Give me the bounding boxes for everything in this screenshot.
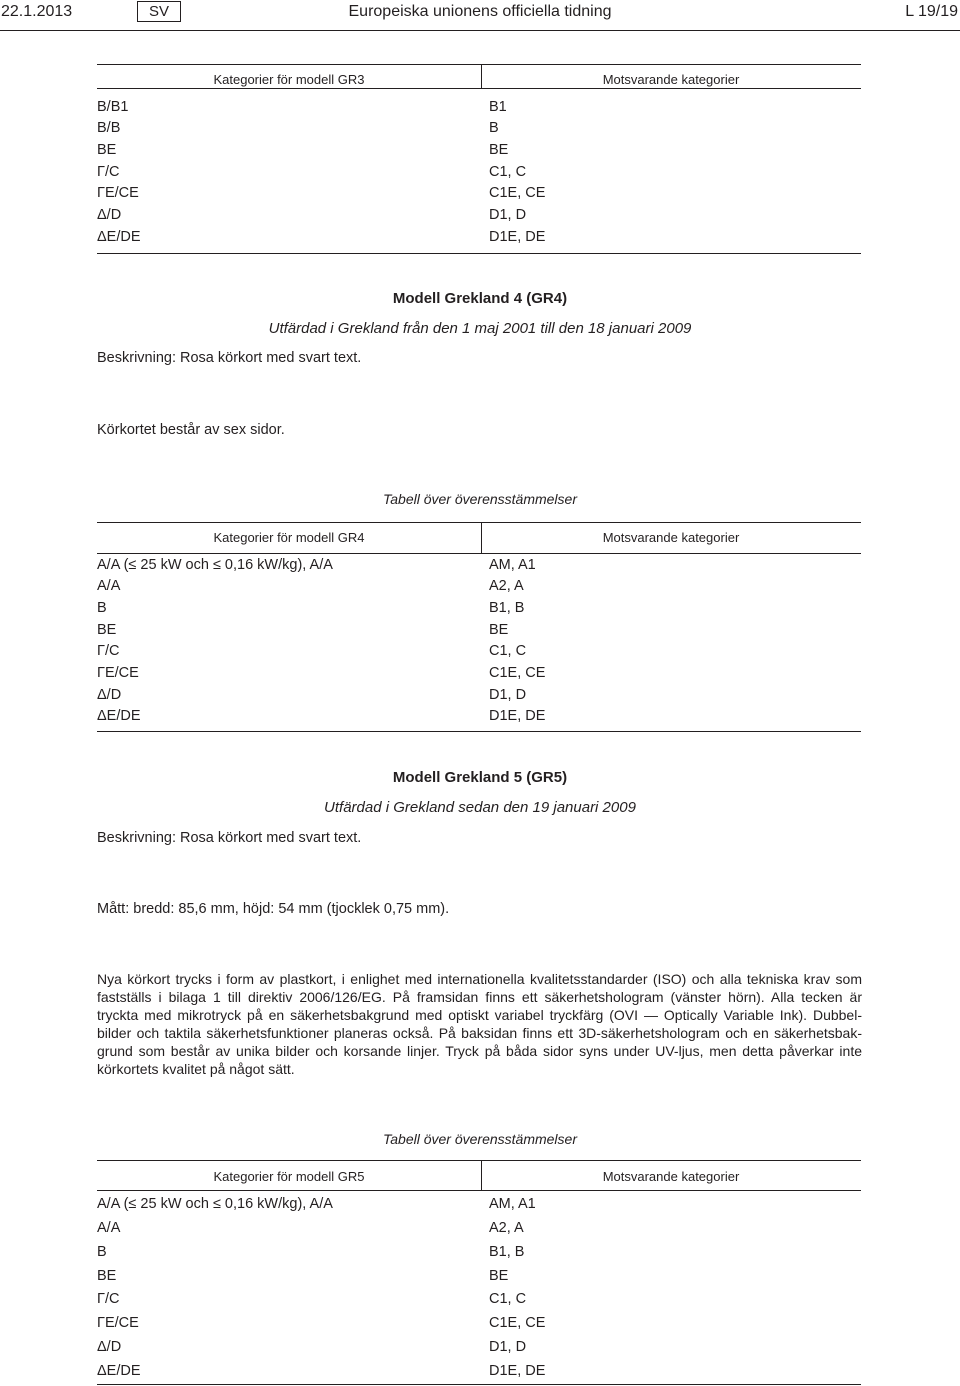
- corresponding-category-cell: C1E, CE: [489, 185, 546, 202]
- column-header-corresponding-categories: Motsvarande kategorier: [602, 1168, 740, 1184]
- model-category-cell: ΓE/CE: [97, 185, 139, 202]
- gr5-correspondence-table: [97, 1160, 861, 1385]
- column-header-gr4-categories: Kategorier för modell GR4: [213, 529, 365, 545]
- gr4-correspondence-table: [97, 522, 861, 732]
- table-body: [97, 555, 861, 729]
- model-category-cell: Δ/D: [97, 206, 122, 223]
- header-column-divider: [481, 64, 482, 88]
- model-category-cell: A/A: [97, 1219, 121, 1236]
- table-row: [97, 205, 861, 227]
- model-category-cell: ΔE/DE: [97, 228, 141, 245]
- table-row: [97, 685, 861, 707]
- paragraph-line: grund som består av unika bilder och korsande linjer. Tryck på båda sidor syns under UV-ljus, men detta påverkar inte: [97, 1043, 862, 1059]
- table-row: [97, 118, 861, 140]
- page-reference: L 19/19: [905, 3, 958, 20]
- header-rule: [97, 88, 861, 89]
- corresponding-category-cell: D1, D: [489, 1338, 527, 1355]
- corresponding-category-cell: B: [489, 120, 499, 137]
- corresponding-category-cell: D1, D: [489, 206, 527, 223]
- corresponding-category-cell: B1: [489, 98, 507, 115]
- table-row: [97, 97, 861, 119]
- header-column-divider: [481, 522, 482, 553]
- corresponding-category-cell: BE: [489, 141, 509, 158]
- table-row: [97, 706, 861, 728]
- corresponding-category-cell: AM, A1: [489, 556, 536, 573]
- model-category-cell: Δ/D: [97, 686, 122, 703]
- header-rule: [97, 1190, 861, 1191]
- model-category-cell: BE: [97, 1267, 117, 1284]
- header-column-divider: [481, 1160, 482, 1190]
- table-row: [97, 183, 861, 205]
- paragraph-line: fastställs i bilaga 1 till direktiv 2006/126/EG. På framsidan finns ett säkerhetshologram (vänster hörn). Alla tecken är: [97, 989, 862, 1005]
- table-body: [97, 97, 861, 249]
- model-category-cell: B/B1: [97, 98, 129, 115]
- table-caption: Tabell över överensstämmelser: [382, 491, 577, 507]
- corresponding-category-cell: C1, C: [489, 163, 527, 180]
- dimensions-note: Mått: bredd: 85,6 mm, höjd: 54 mm (tjocklek 0,75 mm).: [97, 901, 450, 917]
- issued-period: Utfärdad i Grekland sedan den 19 januari 2009: [324, 799, 636, 816]
- corresponding-category-cell: C1E, CE: [489, 1315, 546, 1332]
- model-category-cell: A/A (≤ 25 kW och ≤ 0,16 kW/kg), A/A: [97, 556, 333, 573]
- model-category-cell: BE: [97, 621, 117, 638]
- header-rule: [97, 553, 861, 554]
- corresponding-category-cell: BE: [489, 1267, 509, 1284]
- model-category-cell: B: [97, 600, 107, 617]
- table-row: [97, 1241, 861, 1265]
- table-row: [97, 620, 861, 642]
- model-category-cell: Δ/D: [97, 1338, 122, 1355]
- table-row: [97, 641, 861, 663]
- table-caption: Tabell över överensstämmelser: [382, 1131, 577, 1147]
- language-badge: SV: [137, 1, 181, 22]
- corresponding-category-cell: B1, B: [489, 1243, 525, 1260]
- table-body: [97, 1193, 861, 1383]
- model-category-cell: B: [97, 1243, 107, 1260]
- table-row: [97, 1193, 861, 1217]
- model-category-cell: Γ/C: [97, 1291, 120, 1308]
- paragraph-line: Nya körkort trycks i form av plastkort, i enlighet med internationella kvalitetsstandarder (ISO) och alla tekniska krav som: [97, 971, 862, 987]
- model-category-cell: ΓE/CE: [97, 665, 139, 682]
- table-row: [97, 1336, 861, 1360]
- column-header-gr5-categories: Kategorier för modell GR5: [213, 1168, 365, 1184]
- journal-title: Europeiska unionens officiella tidning: [348, 3, 612, 20]
- table-row: [97, 1312, 861, 1336]
- publication-date: 22.1.2013: [1, 3, 73, 20]
- paragraph-line: körkortets kvalitet på något sätt.: [97, 1061, 295, 1077]
- model-category-cell: ΔE/DE: [97, 708, 141, 725]
- model-category-cell: Γ/C: [97, 643, 120, 660]
- header-rule: [0, 30, 960, 31]
- model-category-cell: ΔE/DE: [97, 1362, 141, 1379]
- table-row: [97, 162, 861, 184]
- paragraph-line: bilder och taktila säkerhetsfunktioner planeras också. På baksidan finns ett 3D-säkerhetshologram och en säkerhetsbak-: [97, 1025, 862, 1041]
- paragraph-line: tryckta med mikrotryck på en säkerhetsbakgrund med optiskt variabel tryckfärg (OVI — Optically Variable Ink). Dubbel-: [97, 1007, 862, 1023]
- model-category-cell: A/A: [97, 578, 121, 595]
- table-row: [97, 555, 861, 577]
- gr3-correspondence-table: [97, 64, 861, 254]
- column-header-corresponding-categories: Motsvarande kategorier: [602, 529, 740, 545]
- section-title: Modell Grekland 4 (GR4): [392, 290, 568, 307]
- model-category-cell: A/A (≤ 25 kW och ≤ 0,16 kW/kg), A/A: [97, 1196, 333, 1213]
- corresponding-category-cell: D1E, DE: [489, 708, 546, 725]
- corresponding-category-cell: C1, C: [489, 643, 527, 660]
- corresponding-category-cell: A2, A: [489, 1219, 524, 1236]
- corresponding-category-cell: C1E, CE: [489, 665, 546, 682]
- table-row: [97, 663, 861, 685]
- corresponding-category-cell: C1, C: [489, 1291, 527, 1308]
- corresponding-category-cell: BE: [489, 621, 509, 638]
- licence-description: Beskrivning: Rosa körkort med svart text.: [97, 830, 362, 846]
- table-row: [97, 1217, 861, 1241]
- model-category-cell: BE: [97, 141, 117, 158]
- corresponding-category-cell: AM, A1: [489, 1196, 536, 1213]
- table-row: [97, 227, 861, 249]
- corresponding-category-cell: D1E, DE: [489, 228, 546, 245]
- model-category-cell: B/B: [97, 120, 121, 137]
- security-features-paragraph: [97, 970, 862, 1078]
- column-header-corresponding-categories: Motsvarande kategorier: [602, 71, 740, 87]
- licence-description: Beskrivning: Rosa körkort med svart text.: [97, 350, 362, 366]
- model-category-cell: ΓE/CE: [97, 1315, 139, 1332]
- table-row: [97, 1360, 861, 1384]
- table-row: [97, 140, 861, 162]
- table-row: [97, 598, 861, 620]
- corresponding-category-cell: D1E, DE: [489, 1362, 546, 1379]
- issued-period: Utfärdad i Grekland från den 1 maj 2001 till den 18 januari 2009: [268, 320, 692, 337]
- table-row: [97, 1265, 861, 1289]
- column-header-gr3-categories: Kategorier för modell GR3: [213, 71, 365, 87]
- corresponding-category-cell: D1, D: [489, 686, 527, 703]
- corresponding-category-cell: B1, B: [489, 600, 525, 617]
- section-title: Modell Grekland 5 (GR5): [392, 769, 568, 786]
- model-category-cell: Γ/C: [97, 163, 120, 180]
- table-row: [97, 576, 861, 598]
- corresponding-category-cell: A2, A: [489, 578, 524, 595]
- pages-note: Körkortet består av sex sidor.: [97, 422, 285, 438]
- table-row: [97, 1288, 861, 1312]
